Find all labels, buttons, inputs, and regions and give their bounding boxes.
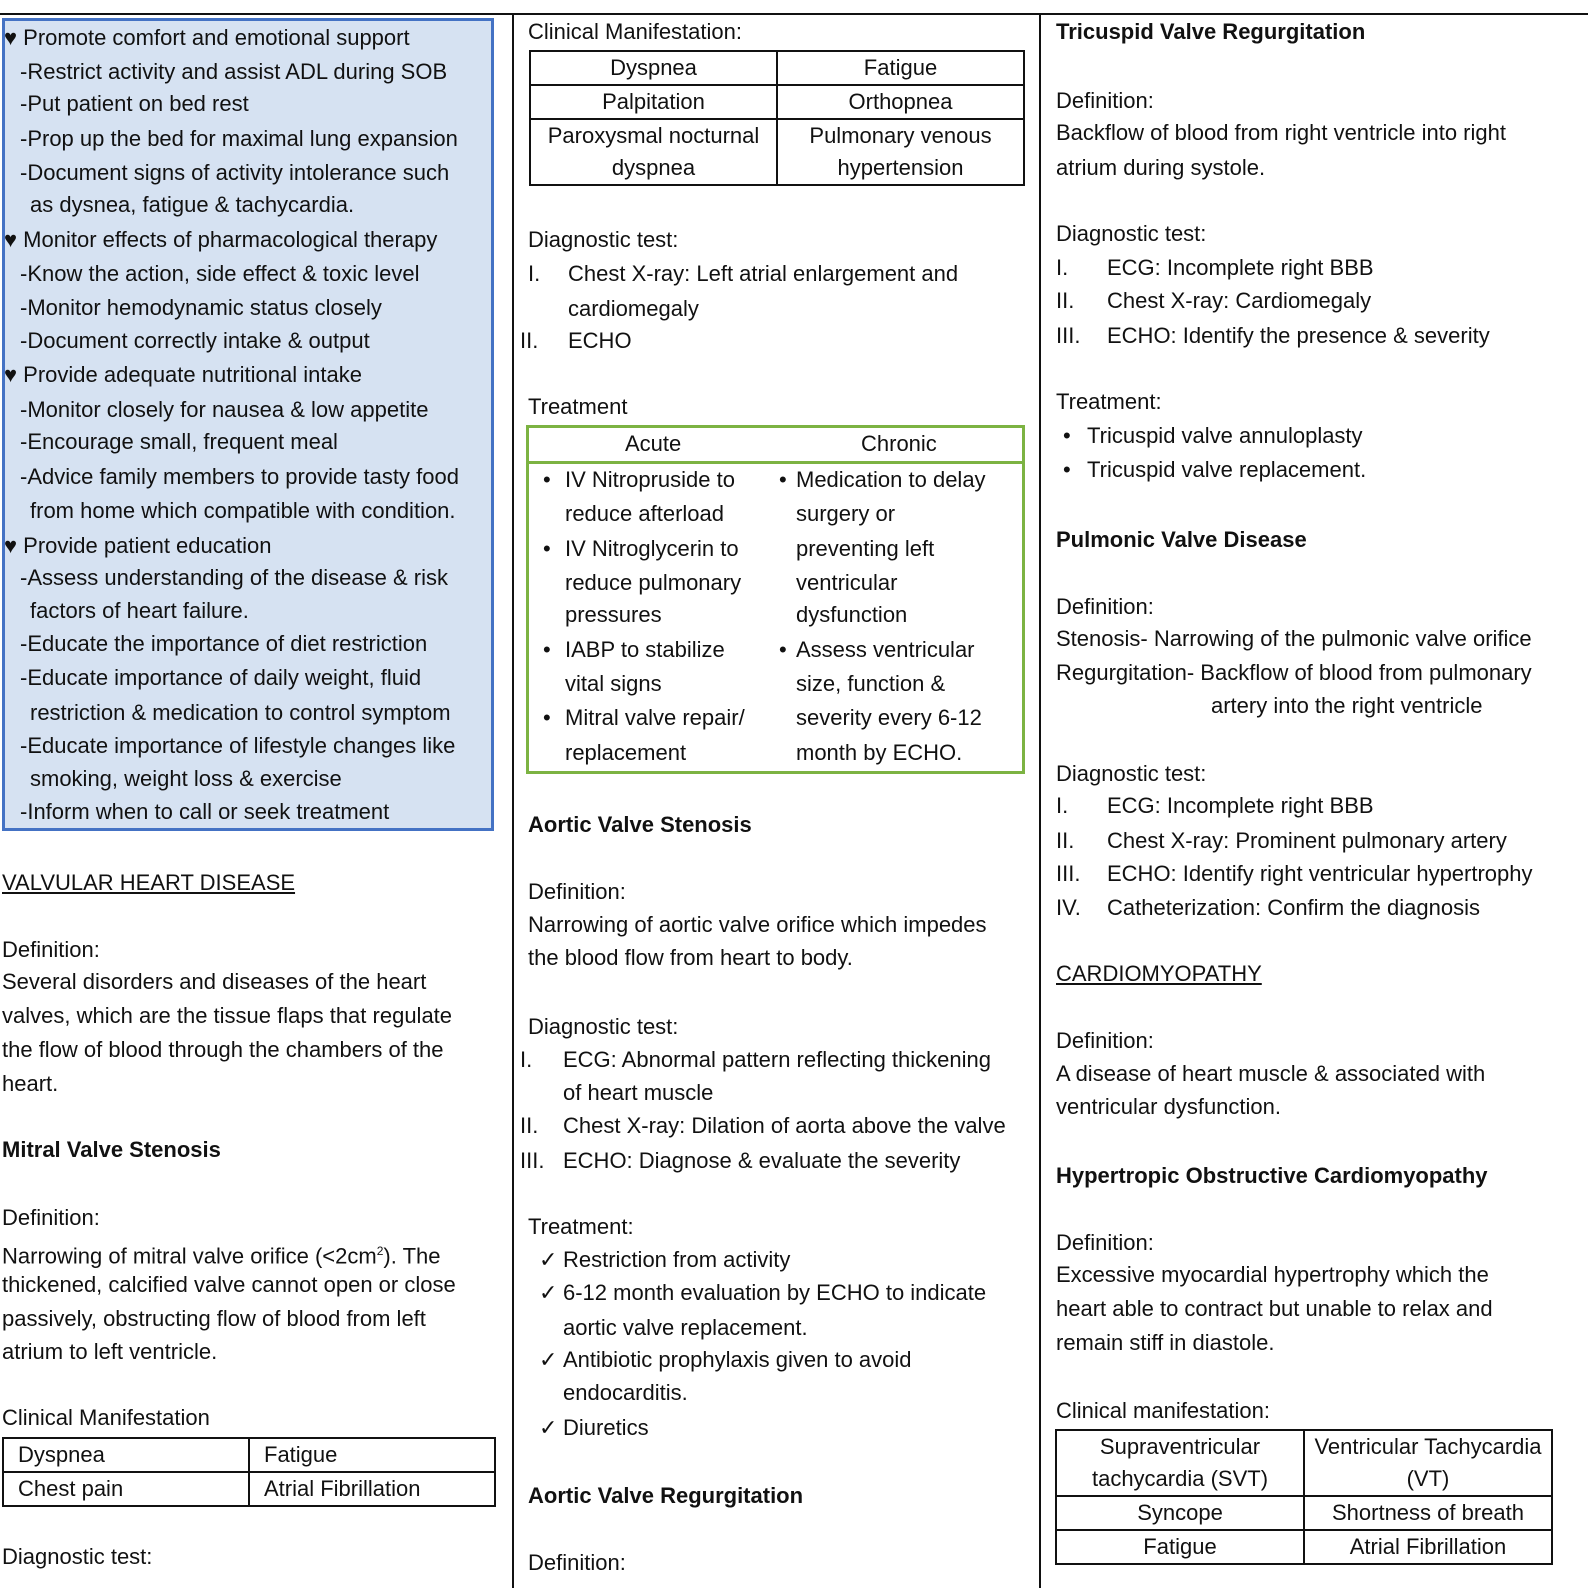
table-row [1056, 1496, 1552, 1530]
box-line: smoking, weight loss & exercise [30, 766, 342, 791]
acute-item-line: replacement [565, 740, 687, 765]
pvd-def-regurgitation-cont: artery into the right ventricle [1211, 693, 1483, 718]
tvr-diag-label: Diagnostic test: [1056, 221, 1207, 246]
vhd-definition-line: valves, which are the tissue flaps that regulate [2, 1003, 453, 1028]
box-line: -Encourage small, frequent meal [20, 429, 338, 454]
cmp-definition-line: ventricular dysfunction. [1056, 1094, 1281, 1119]
box-line: -Monitor closely for nausea & low appetite [20, 397, 429, 422]
cmp-heading: CARDIOMYOPATHY [1056, 961, 1262, 986]
pvd-def-regurgitation: Regurgitation- Backflow of blood from pulmonary [1056, 660, 1532, 685]
avs-definition-line: the blood flow from heart to body. [528, 945, 853, 970]
box-line: -Know the action, side effect & toxic level [20, 261, 420, 286]
pvd-diag-item-number: III. [1056, 861, 1081, 886]
hoc-definition-line: heart able to contract but unable to relax and [1056, 1296, 1493, 1321]
tvr-heading: Tricuspid Valve Regurgitation [1056, 19, 1366, 44]
pvd-diag-item: Chest X-ray: Prominent pulmonary artery [1107, 828, 1507, 853]
box-line: ♥ Promote comfort and emotional support [4, 25, 410, 50]
table-cell: Palpitation [530, 85, 777, 119]
col2-cm-table [529, 50, 1025, 186]
table-cell: Orthopnea [777, 85, 1024, 119]
table-cell: Fatigue [249, 1438, 495, 1472]
box-line: ♥ Provide patient education [4, 533, 272, 558]
box-line: -Prop up the bed for maximal lung expansion [20, 126, 458, 151]
treatment-table [526, 425, 1025, 774]
avs-treat-item: Restriction from activity [563, 1247, 791, 1272]
vhd-definition-line: heart. [2, 1071, 59, 1096]
avr-heading: Aortic Valve Regurgitation [528, 1483, 804, 1508]
avr-definition-label: Definition: [528, 1550, 626, 1575]
table-cell: Shortness of breath [1304, 1496, 1552, 1530]
acute-header: Acute [625, 431, 682, 456]
acute-item-line: reduce afterload [565, 501, 724, 526]
table-cell: Paroxysmal nocturnal dyspnea [530, 119, 777, 185]
box-line: -Educate the importance of diet restriction [20, 631, 428, 656]
bullet-icon: • [543, 467, 551, 492]
box-line: from home which compatible with condition. [30, 498, 456, 523]
avs-diag-item: of heart muscle [563, 1080, 714, 1105]
chronic-item-line: preventing left [796, 536, 935, 561]
col2-treat-label: Treatment [528, 394, 628, 419]
bullet-icon: • [779, 467, 787, 492]
chronic-item-line: Assess ventricular [796, 637, 975, 662]
acute-item-line: IV Nitropruside to [565, 467, 735, 492]
avs-treat-item: endocarditis. [563, 1380, 688, 1405]
column-3 [1041, 15, 1588, 1588]
box-line: -Monitor hemodynamic status closely [20, 295, 382, 320]
mvs-definition-label: Definition: [2, 1205, 100, 1230]
check-icon: ✓ [539, 1415, 558, 1440]
table-row [530, 85, 1024, 119]
table-cell: Ventricular Tachycardia (VT) [1304, 1430, 1552, 1496]
column-1 [0, 15, 512, 1588]
tvr-definition-line: Backflow of blood from right ventricle into right [1056, 120, 1506, 145]
mvs-definition-first-line: Narrowing of mitral valve orifice $(<2cm^2)$. The [2, 1243, 441, 1269]
box-line: -Document signs of activity intolerance such [20, 160, 450, 185]
pvd-diag-item: ECG: Incomplete right BBB [1107, 793, 1374, 818]
column-2 [514, 15, 1038, 1588]
avs-heading: Aortic Valve Stenosis [528, 812, 752, 837]
pvd-diag-item-number: IV. [1056, 895, 1081, 920]
table-row [530, 119, 1024, 185]
tvr-diag-item-number: III. [1056, 323, 1081, 348]
box-line: -Assess understanding of the disease & risk [20, 565, 449, 590]
avs-diag-item-number: I. [520, 1047, 533, 1072]
hoc-definition-line: remain stiff in diastole. [1056, 1330, 1275, 1355]
avs-diag-item: Chest X-ray: Dilation of aorta above the valve [563, 1113, 1006, 1138]
vhd-definition-line: Several disorders and diseases of the heart [2, 969, 427, 994]
mvs-diag-label: Diagnostic test: [2, 1544, 153, 1569]
table-row [3, 1438, 495, 1472]
tvr-treat-label: Treatment: [1056, 389, 1162, 414]
pvd-definition-label: Definition: [1056, 594, 1154, 619]
mvs-definition-line: passively, obstructing flow of blood from left [2, 1305, 426, 1331]
bullet-icon: • [1063, 423, 1071, 448]
pvd-diag-item: Catheterization: Confirm the diagnosis [1107, 895, 1480, 920]
hoc-cm-table [1055, 1429, 1553, 1565]
table-cell: Pulmonary venous hypertension [777, 119, 1024, 185]
avs-treat-label: Treatment: [528, 1214, 634, 1239]
avs-treat-item: Diuretics [563, 1415, 649, 1440]
bullet-icon: • [779, 637, 787, 662]
hoc-heading: Hypertropic Obstructive Cardiomyopathy [1056, 1163, 1488, 1188]
chronic-item-line: dysfunction [796, 602, 908, 627]
table-cell: Atrial Fibrillation [249, 1472, 495, 1506]
avs-diag-item-number: III. [520, 1148, 545, 1173]
avs-diag-item: ECG: Abnormal pattern reflecting thickening [563, 1047, 992, 1072]
box-line: as dysnea, fatigue & tachycardia. [30, 192, 355, 217]
mvs-cm-table [2, 1437, 496, 1507]
box-line: restriction & medication to control symptom [30, 700, 451, 725]
hoc-definition-line: Excessive myocardial hypertrophy which the [1056, 1262, 1489, 1287]
chronic-item-line: size, function & [796, 671, 946, 696]
avs-definition-label: Definition: [528, 879, 626, 904]
chronic-item-line: Medication to delay [796, 467, 986, 492]
col2-cm-label: Clinical Manifestation: [528, 19, 742, 44]
avs-treat-item: 6-12 month evaluation by ECHO to indicate [563, 1280, 987, 1305]
hoc-definition-label: Definition: [1056, 1230, 1154, 1255]
box-line: -Document correctly intake & output [20, 328, 370, 353]
bullet-icon: • [543, 637, 551, 662]
table-cell: Atrial Fibrillation [1304, 1530, 1552, 1564]
avs-diag-item: ECHO: Diagnose & evaluate the severity [563, 1148, 961, 1173]
tvr-diag-item: ECHO: Identify the presence & severity [1107, 323, 1490, 348]
pvd-diag-item-number: II. [1056, 828, 1075, 853]
table-row [3, 1472, 495, 1506]
check-icon: ✓ [539, 1280, 558, 1305]
acute-item-line: pressures [565, 602, 662, 627]
chronic-item-line: ventricular [796, 570, 898, 595]
table-row [1056, 1430, 1552, 1496]
acute-item-line: reduce pulmonary [565, 570, 742, 595]
chronic-header: Chronic [861, 431, 937, 456]
chronic-item-line: surgery or [796, 501, 896, 526]
box-line: ♥ Monitor effects of pharmacological therapy [4, 227, 438, 252]
treatment-table-header [529, 428, 1022, 464]
bullet-icon: • [543, 705, 551, 730]
vhd-definition-line: the flow of blood through the chambers of the [2, 1037, 444, 1062]
pvd-diag-item-number: I. [1056, 793, 1069, 818]
box-line: ♥ Provide adequate nutritional intake [4, 362, 362, 387]
bullet-icon: • [543, 536, 551, 561]
table-cell: Fatigue [777, 51, 1024, 85]
acute-item-line: IABP to stabilize [565, 637, 725, 662]
check-icon: ✓ [539, 1247, 558, 1272]
tvr-definition-line: atrium during systole. [1056, 154, 1266, 180]
table-cell: Chest pain [3, 1472, 249, 1506]
check-icon: ✓ [539, 1347, 558, 1372]
avs-definition-line: Narrowing of aortic valve orifice which impedes [528, 912, 987, 937]
table-cell: Syncope [1056, 1496, 1304, 1530]
mvs-definition-line: atrium to left ventricle. [2, 1339, 218, 1364]
col2-diag-1: I. Chest X-ray: Left atrial enlargement and [528, 261, 959, 286]
avs-diag-label: Diagnostic test: [528, 1014, 679, 1039]
col2-diag-label: Diagnostic test: [528, 227, 679, 252]
box-line: -Inform when to call or seek treatment [20, 799, 390, 824]
tvr-treat-item: Tricuspid valve annuloplasty [1087, 423, 1363, 448]
vhd-heading: VALVULAR HEART DISEASE [2, 870, 296, 895]
box-line: -Put patient on bed rest [20, 91, 249, 116]
box-line: -Restrict activity and assist ADL during SOB [20, 59, 448, 84]
mvs-heading: Mitral Valve Stenosis [2, 1137, 221, 1162]
acute-item-line: IV Nitroglycerin to [565, 536, 739, 561]
avs-diag-item-number: II. [520, 1113, 539, 1138]
mvs-cm-label: Clinical Manifestation [2, 1405, 210, 1430]
chronic-item-line: severity every 6-12 [796, 705, 982, 730]
tvr-diag-item: Chest X-ray: Cardiomegaly [1107, 288, 1372, 313]
pvd-heading: Pulmonic Valve Disease [1056, 527, 1307, 552]
tvr-diag-item-number: II. [1056, 288, 1075, 313]
tvr-diag-item: ECG: Incomplete right BBB [1107, 255, 1374, 280]
acute-item-line: vital signs [565, 671, 662, 696]
col2-diag-1b: cardiomegaly [568, 296, 699, 321]
table-cell: Supraventricular tachycardia (SVT) [1056, 1430, 1304, 1496]
mvs-definition-line: thickened, calcified valve cannot open or close [2, 1272, 456, 1297]
pvd-def-stenosis: Stenosis- Narrowing of the pulmonic valve orifice [1056, 626, 1532, 651]
tvr-diag-item-number: I. [1056, 255, 1069, 280]
cmp-definition-label: Definition: [1056, 1028, 1154, 1053]
tvr-treat-item: Tricuspid valve replacement. [1087, 457, 1367, 482]
avs-treat-item: Antibiotic prophylaxis given to avoid [563, 1347, 912, 1372]
hoc-cm-label: Clinical manifestation: [1056, 1398, 1270, 1423]
chronic-item-line: month by ECHO. [796, 740, 963, 765]
box-line: -Educate importance of lifestyle changes like [20, 733, 456, 758]
table-row [1056, 1530, 1552, 1564]
tvr-definition-label: Definition: [1056, 88, 1154, 113]
pvd-diag-item: ECHO: Identify right ventricular hypertrophy [1107, 861, 1533, 886]
vhd-definition-label: Definition: [2, 937, 100, 962]
table-cell: Dyspnea [3, 1438, 249, 1472]
cmp-definition-line: A disease of heart muscle & associated with [1056, 1061, 1486, 1086]
box-line: -Advice family members to provide tasty food [20, 464, 459, 489]
box-line: -Educate importance of daily weight, fluid [20, 665, 422, 690]
box-line: factors of heart failure. [30, 598, 249, 623]
pvd-diag-label: Diagnostic test: [1056, 761, 1207, 786]
table-cell: Fatigue [1056, 1530, 1304, 1564]
acute-item-line: Mitral valve repair/ [565, 705, 745, 730]
avs-treat-item: aortic valve replacement. [563, 1315, 808, 1340]
table-cell: Dyspnea [530, 51, 777, 85]
table-row [530, 51, 1024, 85]
bullet-icon: • [1063, 457, 1071, 482]
col2-diag-2: II. ECHO [520, 328, 632, 353]
